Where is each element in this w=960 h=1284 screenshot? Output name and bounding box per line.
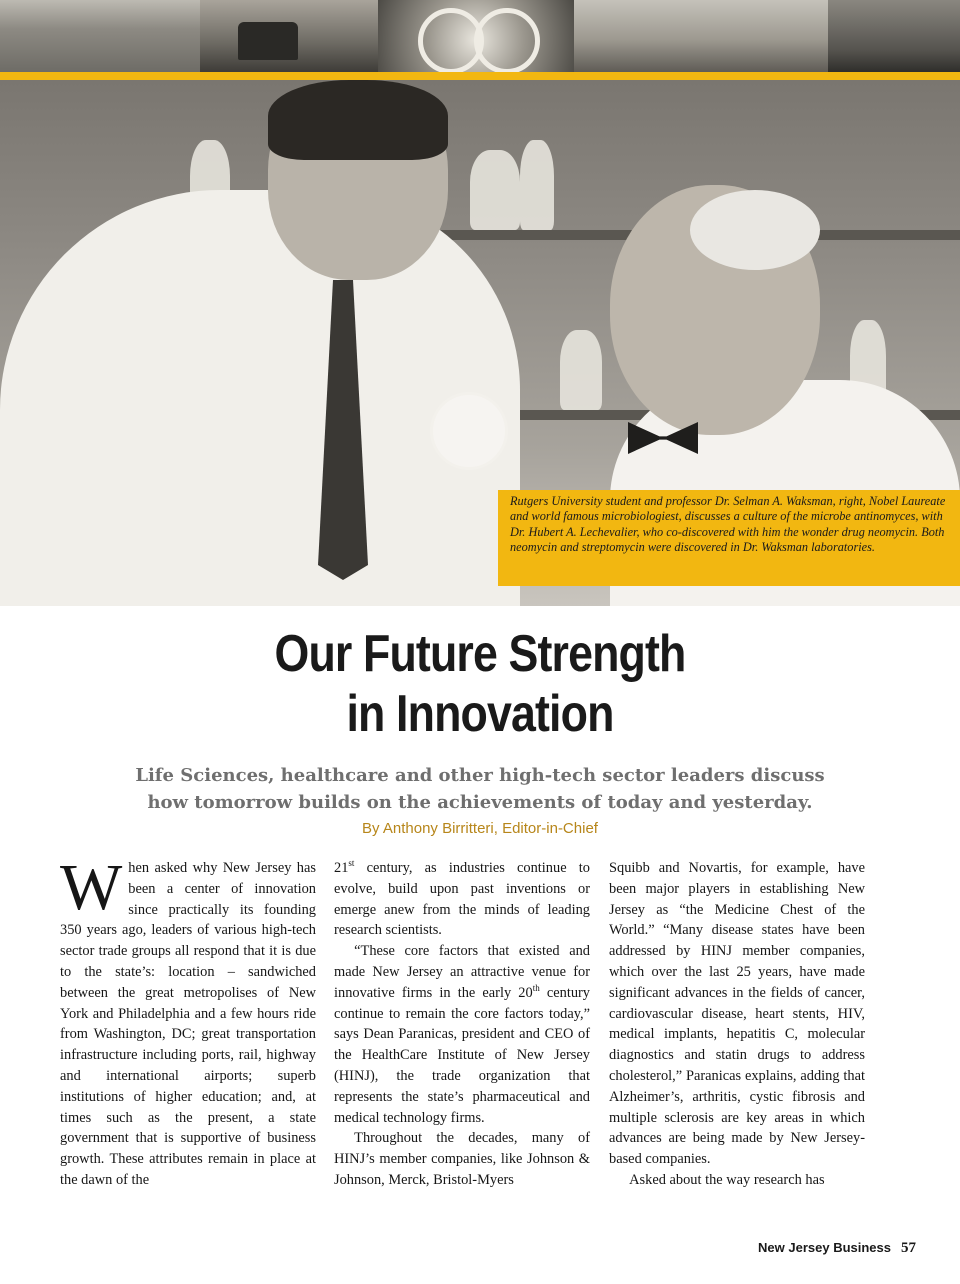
article-column-1 [60,851,316,1191]
article-column-2 [334,858,590,1191]
title-line-2: in Innovation [346,685,614,743]
photo-caption: Rutgers University student and professor Dr. Selman A. Waksman, right, Nobel Laureate and world famous microbiologiest, discusses a culture of the microbe antinomyces, with Dr. Hubert A. Lechevalier, who co-discovered with him the wonder drug neomycin. Both neomycin and streptomycin were discovered in Dr. Waksman laboratories. [498,490,960,586]
text-run: century continue to remain the core factors today,” says Dean Paranicas, president and CEO of the HealthCare Institute of New Jersey (HINJ), the trade organization that represents the state’s pharmaceutical and medical technology firms. [334,984,590,1126]
text-run: century, as industries continue to evolve, build upon past inventions or emerge anew from the minds of leading research scientists. [334,860,590,939]
historical-photo-strip [0,0,960,72]
paragraph [60,851,316,1191]
flask [520,140,554,230]
strip-photo-workers [574,0,828,72]
article-deck [80,762,880,816]
paragraph-text: hen asked why New Jersey has been a center of innovation since practically its founding 350 years ago, leaders of various high-tech sector trade groups all respond that it is due to the state’s: location – sandwiched between the great metropolises of New York and Philadelphia and a few hours ride from Washington, DC; great transportation infrastructure including ports, rail, highway and international airports; superb institutions of higher education; and, at times such as the present, a state government that is supportive of business growth. These attributes remain in place at the dawn of the [60,860,316,1188]
superscript: st [348,858,355,869]
petri-dish [430,392,508,470]
byline: By Anthony Birritteri, Editor-in-Chief [362,820,598,837]
student-figure [0,190,520,606]
strip-photo-coil-apparatus [378,0,574,72]
article-title [136,624,824,744]
title-line-1: Our Future Strength [274,625,686,683]
page-footer [758,1240,916,1257]
strip-photo-street [200,0,378,72]
flask [470,150,520,230]
car-shape [238,22,298,60]
article-column-3 [609,858,865,1191]
paragraph: Throughout the decades, many of HINJ’s member companies, like Johnson & Johnson, Merck, Bristol-Myers [334,1130,590,1188]
professor-hair [690,190,820,270]
yellow-rule [0,72,960,80]
text-run: 21 [334,860,349,876]
deck-line-2: how tomorrow builds on the achievements of today and yesterday. [147,792,813,813]
publication-name: New Jersey Business [758,1240,891,1255]
strip-photo-crowd [0,0,200,72]
deck-line-1: Life Sciences, healthcare and other high-tech sector leaders discuss [135,765,825,786]
text-run: “These core factors that existed and made New Jersey an attractive venue for innovative firms in the early 20 [334,943,590,1001]
student-hair [268,80,448,160]
paragraph [334,941,590,1128]
strip-photo-lab [828,0,960,72]
paragraph: Squibb and Novartis, for example, have been major players in establishing New Jersey as “the Medicine Chest of the World.” “Many disease states have been addressed by HINJ member companies, which over the last 25 years, have made significant advances in the fields of cancer, cardiovascular disease, heart stents, HIV, medical implants, hepatitis C, molecular diagnostics and statin drugs to address cholesterol,” Paranicas explains, adding that Alzheimer’s, arthritis, cystic fibrosis and multiple sclerosis are key areas in which advances are being made by New Jersey-based companies. [609,860,865,1168]
flask [560,330,602,410]
paragraph: Asked about the way research has [629,1171,825,1188]
coil-shape [474,8,540,72]
drop-cap: W [60,851,123,924]
page-number: 57 [901,1240,916,1256]
paragraph [334,858,590,941]
superscript: th [532,982,540,993]
